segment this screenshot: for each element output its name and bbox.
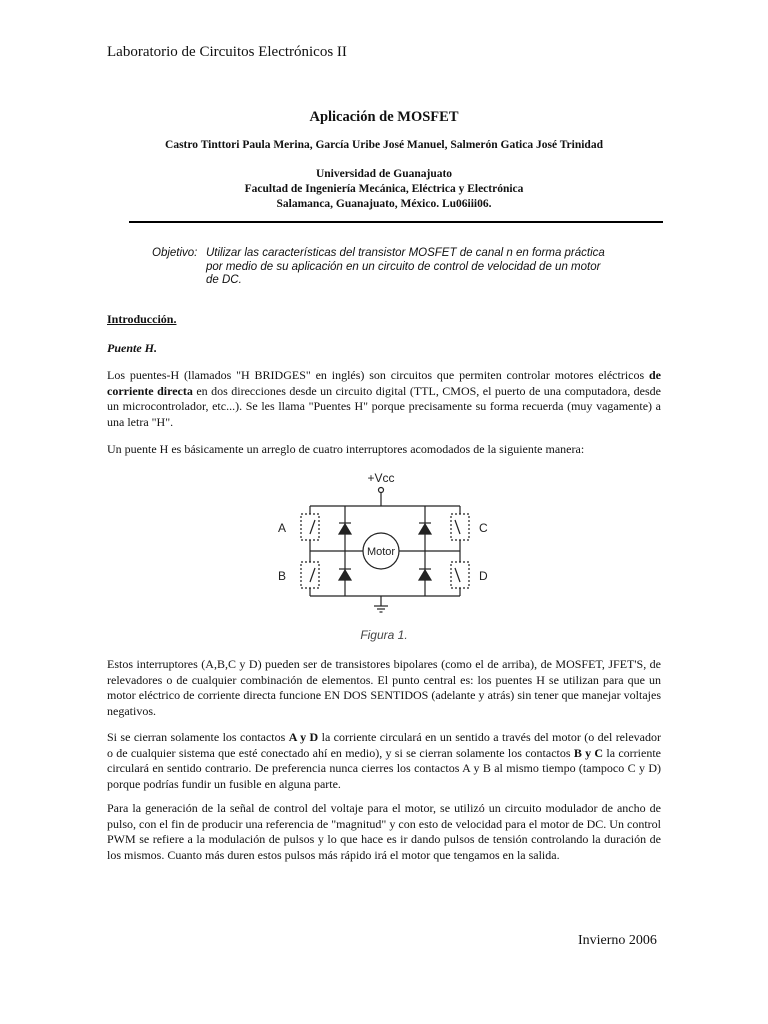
- paragraph-text: en dos direcciones desde un circuito digital (TTL, CMOS, el puerto de una computadora, desde un microcontrolador, etc...). Se les llama "Puentes H" porque precisamente su forma recuerda (muy vagamente) a una letra "H".: [107, 383, 662, 430]
- switch-d: [451, 562, 469, 588]
- paragraph-text: Los puentes-H (llamados "H BRIDGES" en inglés) son circuitos que permiten controlar motores eléctricos: [107, 368, 649, 382]
- subsection-heading-hbridge: Puente H.: [107, 341, 157, 355]
- title-divider: [129, 221, 663, 223]
- faculty-name: Facultad de Ingeniería Mecánica, Eléctrica y Electrónica: [244, 183, 524, 195]
- switch-c: [451, 514, 469, 540]
- paragraph-contacts: [107, 730, 661, 793]
- author-list: Castro Tinttori Paula Merina, García Uribe José Manuel, Salmerón Gatica José Trinidad: [165, 139, 603, 151]
- diode-upper-right: [419, 524, 431, 534]
- paragraph-text: la corriente circulará en sentido contrario. De preferencia nunca cierres los contactos A y B al mismo tiempo (tampoco C y D) porque podrías fundir un fusible en alguna parte.: [107, 745, 661, 792]
- h-bridge-diagram: [270, 466, 500, 626]
- vcc-label: +Vcc: [367, 471, 395, 485]
- course-header: Laboratorio de Circuitos Electrónicos II: [107, 44, 347, 60]
- switch-a: [301, 514, 319, 540]
- switch-label-a: A: [278, 521, 287, 535]
- diode-lower-left: [339, 570, 351, 580]
- diode-upper-left: [339, 524, 351, 534]
- objective-text: Utilizar las características del transistor MOSFET de canal n en forma práctica por medio de su aplicación en un circuito de control de velocidad de un motor de DC.: [206, 247, 605, 287]
- paragraph-text: Si se cierran solamente los contactos: [107, 730, 289, 744]
- switch-b: [301, 562, 319, 588]
- footer-date: Invierno 2006: [578, 933, 657, 948]
- switch-label-c: C: [479, 521, 488, 535]
- location-line: Salamanca, Guanajuato, México. Lu06iii06.: [276, 198, 492, 210]
- figure-caption: Figura 1.: [360, 628, 408, 642]
- diode-lower-right: [419, 570, 431, 580]
- vcc-terminal: [379, 488, 384, 493]
- switch-label-d: D: [479, 569, 488, 583]
- paragraph-pwm: Para la generación de la señal de control del voltaje para el motor, se utilizó un circuito modulador de ancho de pulso, con el fin de producir una referencia de "magnitud" y con esto de velocidad para el motor de DC. Un control PWM se refiere a la modulación de pulsos y lo que hace es ir dando pulsos de tensión controlando la duración de los mismos. Cuanto más duren estos pulsos más rápido irá el motor que tengamos en la salida.: [107, 801, 661, 863]
- paper-title: Aplicación de MOSFET: [309, 109, 459, 125]
- paragraph-switch-types: Estos interruptores (A,B,C y D) pueden ser de transistores bipolares (como el de arriba), de MOSFET, JFET'S, de relevadores o de cualquier combinación de elementos. El punto central es: los puentes H se utilizan para que un motor eléctrico de corriente directa funcione EN DOS SENTIDOS (adelante y atrás) sin tener que manejar voltajes negativos.: [107, 657, 661, 719]
- paragraph-hbridge-intro: [107, 368, 661, 431]
- switch-label-b: B: [278, 569, 287, 583]
- emphasis-text: B y C: [573, 745, 604, 760]
- emphasis-text: A y D: [288, 730, 319, 744]
- objective-label: Objetivo:: [152, 247, 198, 259]
- emphasis-text: de corriente directa: [107, 368, 661, 398]
- section-heading-intro: Introducción.: [107, 312, 177, 326]
- university-name: Universidad de Guanajuato: [315, 168, 453, 180]
- affiliation-block: [0, 167, 768, 212]
- paragraph-hbridge-arrangement: Un puente H es básicamente un arreglo de cuatro interruptores acomodados de la siguiente manera:: [107, 442, 585, 456]
- paragraph-text: la corriente circulará en un sentido a través del motor (o del relevador o de cualquier sistema que esté conectado ahí en medio), y si se cierran solamente los contactos: [107, 730, 661, 760]
- motor-label: Motor: [366, 546, 396, 558]
